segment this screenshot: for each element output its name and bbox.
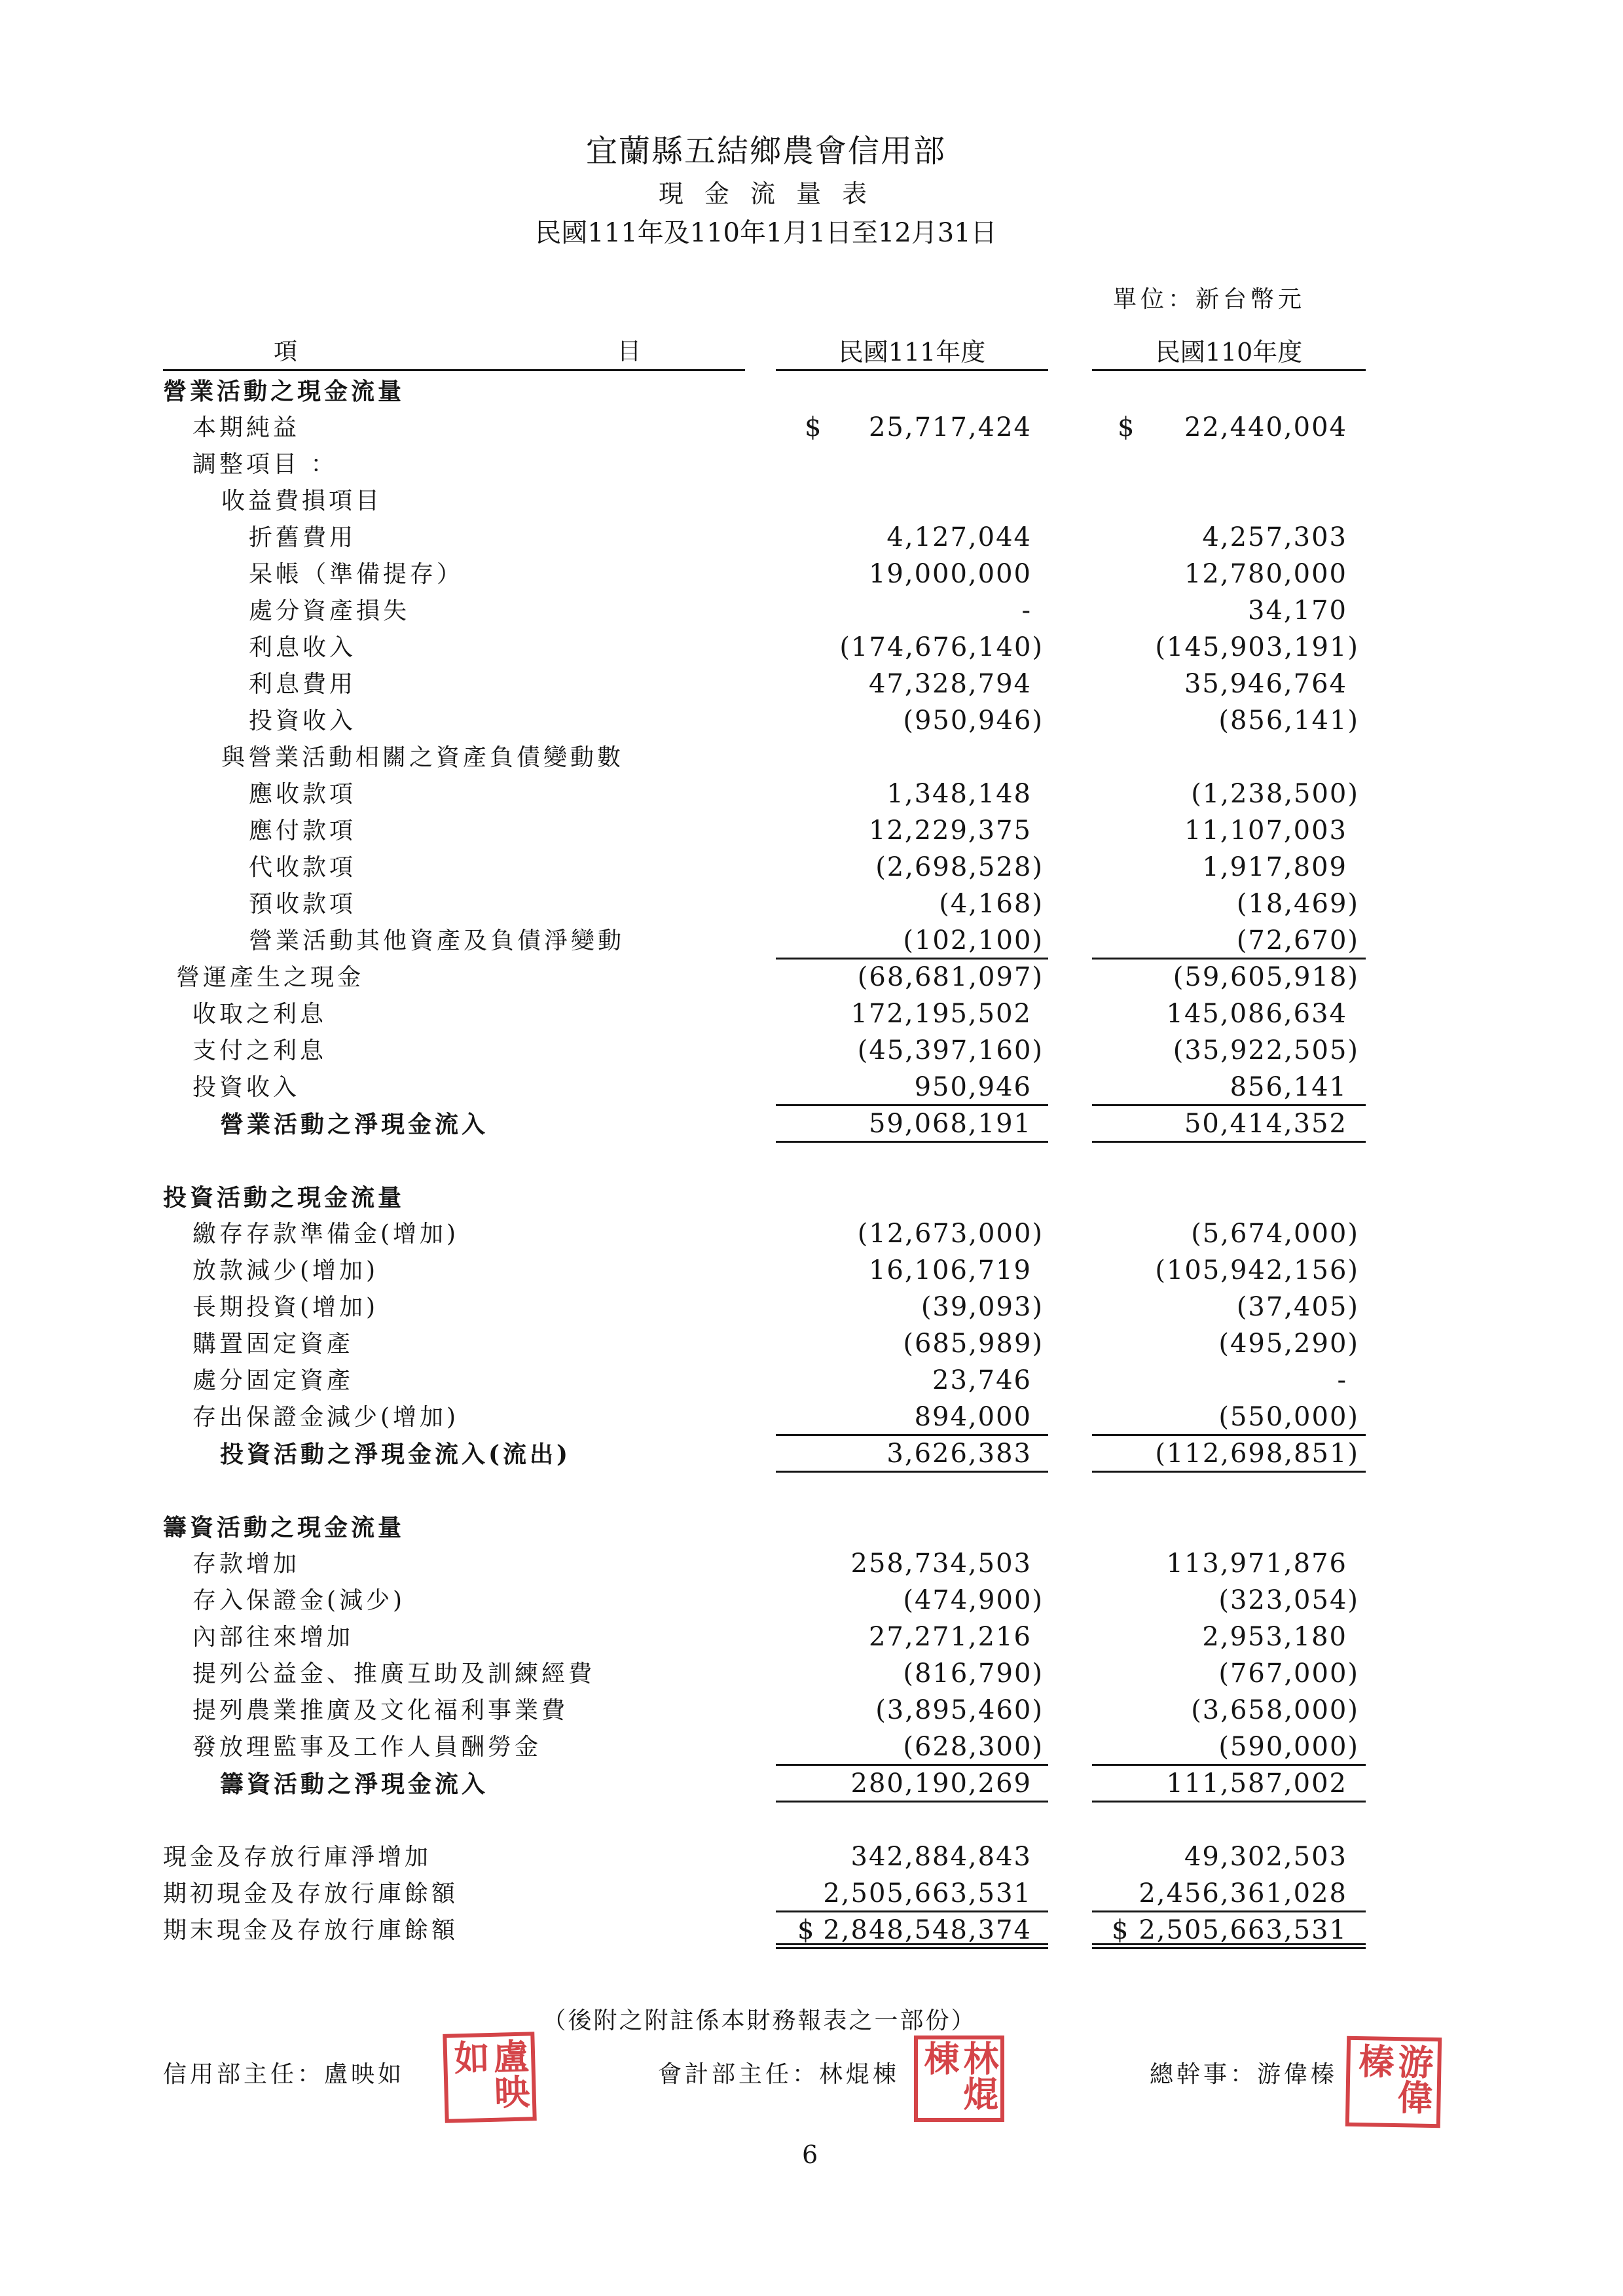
line-item-row: [163, 630, 1366, 666]
amount-value: 16,106,719: [868, 1255, 1032, 1285]
amount-value: 23,746: [932, 1365, 1032, 1395]
prior-year-amount: [1092, 1656, 1366, 1693]
amount-value: 172,195,502: [850, 999, 1032, 1029]
line-item-row: [163, 923, 1366, 960]
page-number: 6: [802, 2140, 818, 2169]
section-total-row: [163, 1436, 1366, 1473]
current-year-amount: [776, 1289, 1048, 1326]
amount-value: 3,626,383: [886, 1439, 1032, 1469]
amount-value: (816,790): [903, 1659, 1044, 1689]
current-year-amount: [776, 996, 1048, 1033]
amount-value: 2,456,361,028: [1139, 1878, 1347, 1909]
line-item-label: 支付之利息: [192, 1037, 327, 1064]
section-header-row: [163, 373, 1366, 410]
line-item-row: [163, 1399, 1366, 1436]
cash-flow-statement: [163, 373, 1366, 1949]
amount-value: (35,922,505): [1173, 1035, 1359, 1066]
line-item-row: [163, 1619, 1366, 1656]
prior-year-column-header: 民國110年度: [1155, 338, 1303, 367]
amount-value: 856,141: [1230, 1072, 1347, 1102]
amount-value: 35,946,764: [1184, 669, 1347, 699]
amount-value: 25,717,424: [868, 412, 1032, 442]
current-year-amount: [776, 1069, 1048, 1106]
amount-value: (5,674,000): [1191, 1219, 1359, 1249]
line-item-label: 存入保證金(減少): [192, 1587, 406, 1614]
amount-value: 4,257,303: [1202, 522, 1347, 552]
line-item-row: [163, 556, 1366, 593]
current-year-amount: [776, 1033, 1048, 1069]
amount-value: (145,903,191): [1155, 632, 1359, 662]
line-item-row: [163, 520, 1366, 556]
amount-value: (2,698,528): [875, 852, 1044, 882]
current-year-amount: [776, 593, 1048, 630]
amount-value: (37,405): [1236, 1292, 1359, 1322]
prior-year-amount: [1092, 1766, 1366, 1803]
summary-row: [163, 1912, 1366, 1949]
header-rule: [163, 369, 745, 371]
amount-value: 113,971,876: [1166, 1549, 1347, 1579]
current-year-amount: [776, 776, 1048, 813]
footnote: （後附之附註係本財務報表之一部份）: [542, 2007, 977, 2034]
current-year-amount: [776, 1729, 1048, 1766]
line-item-label: 應收款項: [249, 781, 357, 808]
current-year-amount: [776, 1216, 1048, 1253]
current-year-amount: [776, 1106, 1048, 1143]
line-item-row: [163, 850, 1366, 886]
line-item-row: [163, 813, 1366, 850]
prior-year-amount: [1092, 1069, 1366, 1106]
section-header-row: [163, 1179, 1366, 1216]
line-item-label: 營運產生之現金: [176, 964, 365, 991]
line-item-row: [163, 776, 1366, 813]
line-item-label: 處分資產損失: [249, 598, 410, 624]
summary-row: [163, 1839, 1366, 1876]
current-year-amount: [776, 1766, 1048, 1803]
amount-value: 4,127,044: [886, 522, 1032, 552]
line-item-label: 提列公益金、推廣互助及訓練經費: [192, 1660, 596, 1687]
line-item-label: 提列農業推廣及文化福利事業費: [192, 1697, 569, 1724]
line-item-row: [163, 593, 1366, 630]
currency-unit: 單位：新台幣元: [1113, 286, 1306, 313]
summary-row: [163, 1876, 1366, 1912]
prior-year-amount: [1092, 813, 1366, 850]
amount-value: 1,917,809: [1202, 852, 1347, 882]
net-increase-label: 現金及存放行庫淨增加: [163, 1844, 432, 1871]
prior-year-amount: [1092, 960, 1366, 996]
subheading-row: [163, 740, 1366, 776]
prior-year-amount: [1092, 886, 1366, 923]
line-item-label: 折舊費用: [249, 524, 357, 551]
prior-year-amount: [1092, 630, 1366, 666]
line-item-label: 本期純益: [192, 414, 301, 441]
line-item-row: [163, 886, 1366, 923]
current-year-amount: [776, 1839, 1048, 1876]
prior-year-amount: [1092, 1253, 1366, 1289]
amount-value: (3,658,000): [1191, 1695, 1359, 1725]
amount-value: (105,942,156): [1155, 1255, 1359, 1285]
current-year-amount: [776, 1436, 1048, 1473]
current-year-amount: [776, 813, 1048, 850]
seal-stamp: [1345, 2036, 1442, 2128]
amount-value: (174,676,140): [839, 632, 1044, 662]
signature-credit-director: 信用部主任：盧映如: [163, 2061, 405, 2088]
current-year-amount: [776, 1546, 1048, 1583]
prior-year-amount: [1092, 1216, 1366, 1253]
line-item-label: 發放理監事及工作人員酬勞金: [192, 1734, 542, 1761]
amount-value: (112,698,851): [1155, 1439, 1359, 1469]
seal-stamp: [914, 2036, 1004, 2122]
spacer-row: [163, 1473, 1366, 1509]
amount-value: (68,681,097): [857, 962, 1044, 992]
line-item-label: 內部往來增加: [192, 1624, 354, 1651]
amount-value: 2,505,663,531: [1139, 1915, 1347, 1945]
prior-year-amount: [1092, 996, 1366, 1033]
line-item-label: 收取之利息: [192, 1001, 327, 1028]
prior-year-amount: [1092, 1399, 1366, 1436]
amount-value: 22,440,004: [1184, 412, 1347, 442]
line-item-label: 繳存存款準備金(增加): [192, 1221, 460, 1247]
amount-value: 19,000,000: [868, 559, 1032, 589]
current-year-amount: [776, 1399, 1048, 1436]
amount-value: (474,900): [903, 1585, 1044, 1615]
amount-value: (856,141): [1218, 706, 1359, 736]
header-rule: [776, 369, 1048, 371]
line-item-row: [163, 996, 1366, 1033]
section-title-operating: 營業活動之現金流量: [163, 378, 405, 405]
prior-year-amount: [1092, 1289, 1366, 1326]
amount-value: 50,414,352: [1184, 1109, 1347, 1139]
line-item-label: 投資收入: [192, 1074, 301, 1101]
prior-year-amount: [1092, 1839, 1366, 1876]
current-year-amount: [776, 1912, 1048, 1949]
current-year-amount: [776, 1619, 1048, 1656]
prior-year-amount: [1092, 850, 1366, 886]
line-item-row: [163, 1289, 1366, 1326]
prior-year-amount: [1092, 776, 1366, 813]
line-item-row: [163, 1033, 1366, 1069]
line-item-row: [163, 1253, 1366, 1289]
line-item-label: 呆帳（準備提存）: [249, 561, 464, 588]
current-year-amount: [776, 520, 1048, 556]
prior-year-amount: [1092, 1876, 1366, 1912]
current-year-amount: [776, 1253, 1048, 1289]
prior-year-amount: [1092, 703, 1366, 740]
statement-title: 現 金 流 量 表: [658, 179, 874, 208]
line-item-label: 購置固定資產: [192, 1331, 354, 1357]
amount-value: 27,271,216: [868, 1622, 1032, 1652]
amount-value: (495,290): [1218, 1329, 1359, 1359]
spacer-row: [163, 1803, 1366, 1839]
line-item-row: [163, 960, 1366, 996]
amount-value: 894,000: [914, 1402, 1032, 1432]
prior-year-amount: [1092, 1619, 1366, 1656]
prior-year-amount: [1092, 593, 1366, 630]
section-total-row: [163, 1106, 1366, 1143]
amount-value: (39,093): [921, 1292, 1044, 1322]
line-item-row: [163, 1656, 1366, 1693]
prior-year-amount: [1092, 1033, 1366, 1069]
income-expense-label: 收益費損項目: [221, 488, 383, 514]
line-item-label: 利息費用: [249, 671, 357, 698]
line-item-row: [163, 1326, 1366, 1363]
currency-symbol: $: [805, 412, 823, 442]
amount-value: (550,000): [1218, 1402, 1359, 1432]
operating-net-label: 營業活動之淨現金流入: [220, 1111, 489, 1138]
amount-value: 49,302,503: [1184, 1842, 1347, 1872]
subheading-row: [163, 446, 1366, 483]
financing-net-label: 籌資活動之淨現金流入: [220, 1770, 489, 1798]
current-year-amount: [776, 556, 1048, 593]
line-item-label: 應付款項: [249, 817, 357, 844]
item-column-header-right: 目: [617, 338, 642, 365]
line-item-row: [163, 703, 1366, 740]
organization-name: 宜蘭縣五結鄉農會信用部: [585, 133, 946, 170]
header-rule: [1092, 369, 1366, 371]
amount-value: (59,605,918): [1173, 962, 1359, 992]
prior-year-amount: [1092, 923, 1366, 960]
current-year-amount: [776, 703, 1048, 740]
prior-year-amount: [1092, 1693, 1366, 1729]
line-item-label: 存款增加: [192, 1551, 301, 1577]
reporting-period: 民國111年及110年1月1日至12月31日: [535, 218, 997, 248]
signature-accounting-director: 會計部主任：林焜棟: [658, 2061, 900, 2088]
line-item-row: [163, 1069, 1366, 1106]
seal-text: 林焜棟: [919, 2040, 1000, 2111]
section-header-row: [163, 1509, 1366, 1546]
line-item-row: [163, 1729, 1366, 1766]
prior-year-amount: [1092, 1436, 1366, 1473]
amount-value: (72,670): [1236, 925, 1359, 956]
seal-text: 游偉榛: [1353, 2042, 1435, 2115]
amount-value: 258,734,503: [850, 1549, 1032, 1579]
prior-year-amount: [1092, 1583, 1366, 1619]
current-year-amount: [776, 630, 1048, 666]
current-year-column-header: 民國111年度: [838, 338, 986, 367]
amount-value: 111,587,002: [1166, 1768, 1347, 1799]
current-year-amount: [776, 1656, 1048, 1693]
prior-year-amount: [1092, 1729, 1366, 1766]
prior-year-amount: [1092, 520, 1366, 556]
amount-value: 2,848,548,374: [823, 1915, 1032, 1945]
amount-value: (12,673,000): [857, 1219, 1044, 1249]
line-item-row: [163, 1216, 1366, 1253]
amount-value: 342,884,843: [850, 1842, 1032, 1872]
section-total-row: [163, 1766, 1366, 1803]
amount-value: -: [1021, 596, 1032, 626]
current-year-amount: [776, 960, 1048, 996]
current-year-amount: [776, 1363, 1048, 1399]
line-item-label: 利息收入: [249, 634, 357, 661]
line-item-label: 營業活動其他資產及負債淨變動: [249, 927, 625, 954]
amount-value: (45,397,160): [857, 1035, 1044, 1066]
current-year-amount: [776, 1876, 1048, 1912]
amount-value: 12,229,375: [868, 816, 1032, 846]
amount-value: 2,505,663,531: [823, 1878, 1032, 1909]
amount-value: (323,054): [1218, 1585, 1359, 1615]
current-year-amount: [776, 850, 1048, 886]
amount-value: 34,170: [1248, 596, 1347, 626]
line-item-row: [163, 1546, 1366, 1583]
amount-value: 2,953,180: [1202, 1622, 1347, 1652]
amount-value: (767,000): [1218, 1659, 1359, 1689]
current-year-amount: [776, 886, 1048, 923]
currency-symbol: $: [1118, 412, 1136, 442]
prior-year-amount: [1092, 1912, 1366, 1949]
current-year-amount: [776, 1693, 1048, 1729]
signature-general-manager: 總幹事：游偉榛: [1150, 2061, 1338, 2088]
line-item-row: [163, 666, 1366, 703]
line-item-label: 長期投資(增加): [192, 1294, 379, 1321]
amount-value: 11,107,003: [1184, 816, 1347, 846]
amount-value: (950,946): [903, 706, 1044, 736]
amount-value: (1,238,500): [1191, 779, 1359, 809]
line-item-label: 代收款項: [249, 854, 357, 881]
spacer-row: [163, 1143, 1366, 1179]
amount-value: 12,780,000: [1184, 559, 1347, 589]
amount-value: (3,895,460): [875, 1695, 1044, 1725]
amount-value: 1,348,148: [886, 779, 1032, 809]
current-year-amount: [776, 1326, 1048, 1363]
asset-liability-label: 與營業活動相關之資產負債變動數: [221, 744, 625, 771]
ending-balance-label: 期末現金及存放行庫餘額: [163, 1917, 459, 1944]
prior-year-amount: [1092, 556, 1366, 593]
line-item-row: [163, 1583, 1366, 1619]
amount-value: 145,086,634: [1166, 999, 1347, 1029]
amount-value: (685,989): [903, 1329, 1044, 1359]
section-title-financing: 籌資活動之現金流量: [163, 1514, 405, 1541]
amount-value: (4,168): [939, 889, 1044, 919]
amount-value: -: [1337, 1365, 1347, 1395]
line-item-row: [163, 1363, 1366, 1399]
amount-value: (628,300): [903, 1732, 1044, 1762]
beginning-balance-label: 期初現金及存放行庫餘額: [163, 1880, 459, 1907]
current-year-amount: [776, 410, 1048, 446]
amount-value: (18,469): [1236, 889, 1359, 919]
current-year-amount: [776, 1583, 1048, 1619]
subheading-row: [163, 483, 1366, 520]
section-title-investing: 投資活動之現金流量: [163, 1184, 405, 1211]
amount-value: 59,068,191: [868, 1109, 1032, 1139]
line-item-label: 存出保證金減少(增加): [192, 1404, 460, 1431]
prior-year-amount: [1092, 1106, 1366, 1143]
prior-year-amount: [1092, 1546, 1366, 1583]
investing-net-label: 投資活動之淨現金流入(流出): [220, 1441, 572, 1468]
amount-value: 950,946: [914, 1072, 1032, 1102]
prior-year-amount: [1092, 1363, 1366, 1399]
prior-year-amount: [1092, 410, 1366, 446]
line-item-row: [163, 410, 1366, 446]
currency-symbol: $: [1112, 1915, 1130, 1945]
amount-value: 280,190,269: [850, 1768, 1032, 1799]
adjustments-label: 調整項目 ：: [192, 451, 338, 478]
currency-symbol: $: [797, 1915, 816, 1945]
item-column-header-left: 項: [274, 338, 298, 365]
line-item-label: 投資收入: [249, 708, 357, 734]
seal-stamp: [443, 2032, 537, 2123]
current-year-amount: [776, 666, 1048, 703]
current-year-amount: [776, 923, 1048, 960]
line-item-row: [163, 1693, 1366, 1729]
amount-value: 47,328,794: [868, 669, 1032, 699]
amount-value: (102,100): [903, 925, 1044, 956]
prior-year-amount: [1092, 666, 1366, 703]
seal-text: 盧映如: [448, 2037, 532, 2110]
prior-year-amount: [1092, 1326, 1366, 1363]
line-item-label: 處分固定資產: [192, 1367, 354, 1394]
amount-value: (590,000): [1218, 1732, 1359, 1762]
line-item-label: 放款減少(增加): [192, 1257, 379, 1284]
line-item-label: 預收款項: [249, 891, 357, 918]
